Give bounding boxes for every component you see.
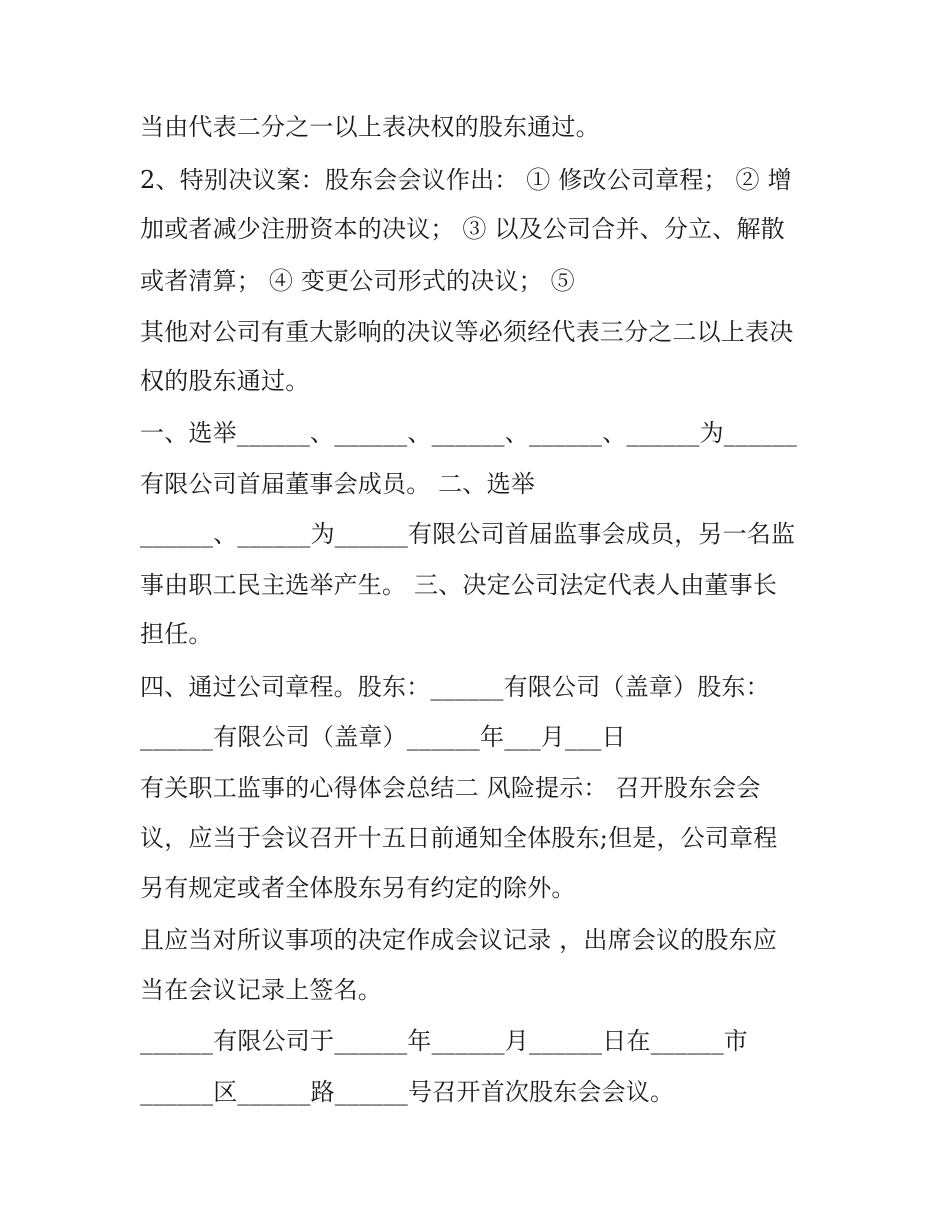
text-line: 当由代表二分之一以上表决权的股东通过。 [140, 113, 600, 141]
text-line: 加或者减少注册资本的决议； ③ 以及公司合并、分立、解散 [140, 215, 785, 243]
text-line: 事由职工民主选举产生。 三、决定公司法定代表人由董事长 [140, 571, 778, 599]
text-line: 其他对公司有重大影响的决议等必须经代表三分之二以上表决 [140, 318, 794, 346]
text-line: 或者清算； ④ 变更公司形式的决议； ⑤ [140, 267, 575, 295]
text-line: 且应当对所议事项的决定作成会议记录 ，出席会议的股东应 [140, 926, 778, 954]
text-line: 另有规定或者全体股东另有约定的除外。 [140, 874, 576, 902]
text-line: 有关职工监事的心得体会总结二 风险提示： 召开股东会会 [140, 774, 761, 802]
text-line: ______有限公司于______年______月______日在______市 [140, 1027, 748, 1055]
text-line: 有限公司首届董事会成员。 二、选举 [140, 470, 536, 498]
text-line: 担任。 [140, 620, 213, 648]
text-line: 权的股东通过。 [140, 367, 310, 395]
text-line: 2、特别决议案：股东会会议作出： ① 修改公司章程； ② 增 [140, 166, 792, 194]
text-line: 一、选举______、______、______、______、______为______ [140, 419, 797, 447]
text-line: ______有限公司（盖章）______年___月___日 [140, 723, 626, 751]
text-line: 议，应当于会议召开十五日前通知全体股东;但是，公司章程 [140, 824, 778, 852]
text-line: 四、通过公司章程。股东：______有限公司（盖章）股东： [140, 673, 770, 701]
text-line: 当在会议记录上签名。 [140, 976, 382, 1004]
text-line: ______区______路______号召开首次股东会会议。 [140, 1078, 675, 1106]
text-line: ______、______为______有限公司首届监事会成员，另一名监 [140, 520, 796, 548]
